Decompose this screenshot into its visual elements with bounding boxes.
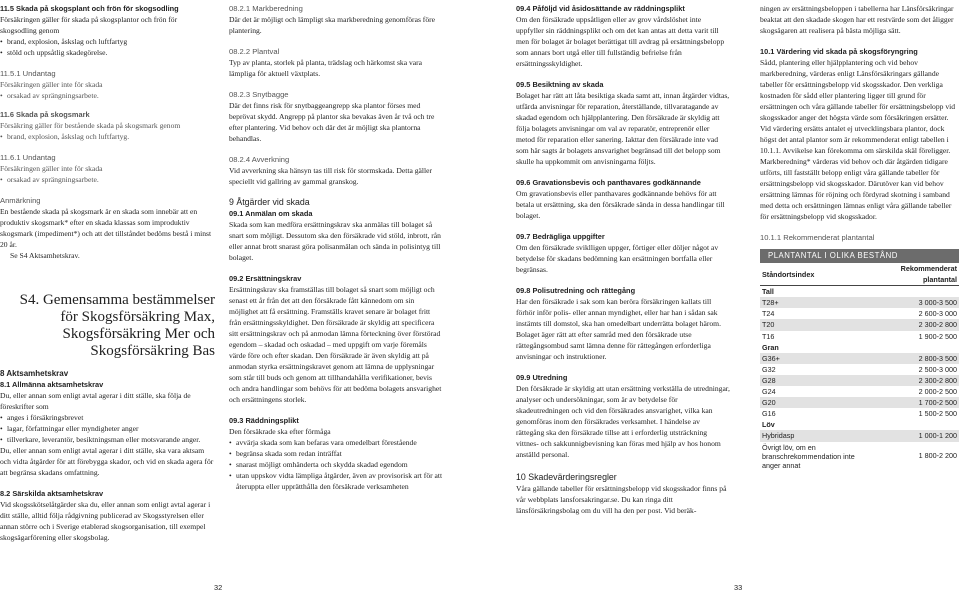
section-8-heading: 8 Aktsamhetskrav [0,369,69,378]
section-9-9-heading: 09.9 Utredning [516,373,568,382]
note-text: En bestående skada på skogsmark är en skada som innebär att en produktiv skogsmark* efter en skada klassas som improduktiv skogsmark (impediment*) och att det tillståndet bedöms bestå i minst 20 år. [0,207,212,249]
middle-column [229,0,443,492]
section-8-2-3-text: Där det finns risk för snytbaggeangrepp ska plantor förses med beprövat skydd. Angrepp på plantor ska bevakas även år två och tre efter plantering. Vid behov och där det är möjligt ska plantorna behandlas. [229,101,435,143]
table-row: Övrigt löv, om en branschrekommendation inte anger annat 1 800-2 200 [762,442,957,470]
section-11-5-text: Försäkringen gäller för skada på skogsplantor och frön för skogsodling genom [0,15,178,35]
list-item: • orsakad av sprängningsarbete. [0,174,215,185]
section-9-3-list [229,437,443,492]
list-item: • begränsa skada som redan inträffat [229,448,443,459]
list-item: • lagar, författningar eller myndigheter anger [0,423,215,434]
section-11-6-1-list [0,174,215,185]
section-9-4-text: Om den försäkrade uppsåtligen eller av grov vårdslöshet inte uppfyller sin räddningsplikt och om det kan antas att detta varit till men för bolaget är bolaget berättigat till avdrag på ersättningsbelopp som annars bort utgå eller till fullständig befrielse från ersättningsskyldighet. [516,15,725,68]
table-row: G20 1 700-2 500 [762,398,957,408]
page-number-left: 32 [214,583,223,592]
section-8-2-heading: 8.2 Särskilda aktsamhetskrav [0,489,104,498]
section-9-6-heading: 09.6 Gravationsbevis och panthavares godkännande [516,178,701,187]
right-column [516,0,730,516]
table-row: G36+ 2 800-3 500 [762,353,957,363]
table-title: PLANTANTAL I OLIKA BESTÅND [760,249,959,263]
table-row: T24 2 600-3 000 [762,309,957,319]
note-label: Anmärkning [0,196,41,205]
section-11-5-heading: 11.5 Skada på skogsplant och frön för skogsodling [0,4,179,13]
list-item: • stöld och uppsåtlig skadegörelse. [0,47,215,58]
section-9-6-text: Om gravationsbevis eller panthavares godkännande behövs för att betala ut ersättning, ska den försäkrade sända in dessa handlingar till bolaget. [516,189,725,220]
section-9-3-text: Den försäkrade ska efter förmåga [229,427,331,436]
section-8-1-list [0,412,215,445]
list-item: • avvärja skada som kan befaras vara omedelbart förestående [229,437,443,448]
section-9-5-text: Bolaget har rätt att låta besiktiga skada samt att, innan åtgärder vidtas, utfärda anvisningar för reparation, återställande, tillvaratagande av skadad egendom och hjälpplantering. Den försäkrade är skyldig att följa bolagets anvisningar om val av reparatör, entreprenör eller metod för reparation eller sanering. Iakttar den försäkrade inte vad som här sagts är bolagets ansvarighet begränsad till det belopp som skulle ha uppkommit om anvisningarna följts. [516,91,730,166]
section-8-2-2-text: Typ av planta, storlek på planta, trädslag och härkomst ska vara lämpliga för aktuell växtplats. [229,58,423,78]
section-10-text: Våra gällande tabeller för ersättningsbelopp vid skogsskador finns på vår webbplats lansforsakringar.se. Du kan ringa ditt länsförsäkringsbolag om du vill ha den per post. Vid beräk- [516,484,727,515]
list-item: • tillverkare, leverantör, besiktningsman eller motsvarande anger. [0,434,215,445]
section-8-2-text: Vid skogsskötselåtgärder ska du, eller annan som enligt avtal agerar i ditt ställe, alltid följa rådgivning publicerad av Skogsstyrelsen eller annan större och i Sverige etablerad skogsorganisation, till exempel skogsägarförening eller skogsbolag. [0,500,211,542]
table-row: T16 1 900-2 500 [762,331,957,341]
section-9-8-heading: 09.8 Polisutredning och rättegång [516,286,636,295]
section-10-1-1-heading: 10.1.1 Rekommenderat plantantal [760,233,875,242]
section-10-heading: 10 Skadevärderingsregler [516,472,617,482]
section-9-3-heading: 09.3 Räddningsplikt [229,416,299,425]
section-11-6-list [0,131,215,142]
list-item: • anges i försäkringsbrevet [0,412,215,423]
section-9-4-heading: 09.4 Påföljd vid åsidosättande av räddningsplikt [516,4,685,13]
section-11-5-1-list [0,90,215,101]
section-11-6-text: Försäkring gäller för bestående skada på skogsmark genom [0,121,181,130]
list-item: • utan uppskov vidta lämpliga åtgärder, även av provisorisk art för att återuppta eller upprätthålla den försäkrade verksamheten [229,470,443,492]
note-reference: Se S4 Aktsamhetskrav. [10,251,80,260]
section-8-2-2-heading: 08.2.2 Plantval [229,47,280,56]
table-row: T20 2 300-2 800 [762,320,957,330]
section-8-2-1-heading: 08.2.1 Markberedning [229,4,303,13]
section-8-1-text-2: Du, eller annan som enligt avtal agerar i ditt ställe, ska vara aktsam och vidta åtgärder för att förebygga skador, och vid en skada agera för att begränsa skadans omfattning. [0,446,214,477]
section-9-1-text: Skada som kan medföra ersättningskrav ska anmälas till bolaget så snart som möjligt. Dessutom ska den försäkrade vid stöld, inbrott, rån eller annat brott snarast göra polisanmälan och sända in polisintyg till bolaget. [229,220,441,262]
table-header-row [760,263,959,286]
section-9-2-text: Ersättningskrav ska framställas till bolaget så snart som möjligt och senast ett år från det att den försäkrade fått kännedom om sin möjlighet att få ersättning. Framställs kravet senare är bolaget fritt från ersättningsskyldighet. Den försäkrade är skyldig att specificera sitt ersättningskrav och på anmodan lämna förteckning över förstörad egendom – skadad och oskadad – med uppgift om varje föremåls värde före och efter skadan. Den försäkrade är även skyldig att på anmodan styrka ersättningskravet genom att lämna de upplysningar som står till buds och genom att tillhandahålla verifikationer, bevis och andra handlingar som behövs för att bedöma bolagets ansvarighet och ersättningens storlek. [229,285,442,404]
list-item: • brand, explosion, åskslag och luftfartyg [0,36,215,47]
section-10-1-heading: 10.1 Värdering vid skada på skogsföryngring [760,47,918,56]
table-row: Löv [762,420,775,430]
s4-title: S4. Gemensamma bestämmelser för Skogsförsäkring Max, Skogsförsäkring Mer och Skogsförsäkring Bas [19,292,215,359]
table-row: G28 2 300-2 800 [762,375,957,385]
page-number-right: 33 [734,583,743,592]
table-row: Tall [762,287,774,297]
section-8-2-4-heading: 08.2.4 Avverkning [229,155,290,164]
section-11-6-heading: 11.6 Skada på skogsmark [0,110,90,119]
section-10-1-text: Sådd, plantering eller hjälpplantering och vid behov markberedning, värderas enligt Länsförsäkringars gällande tabeller för ersättningsbelopp vid skogsskador. Den verkliga kostnaden för sådd eller plantering ligger till grund för ersättningen och våra gällande tabeller för ersättningsbelopp vid skogsskador anger det högsta värde som försäkringen ersätter. Vid värdering ersätts antalet ej utvecklingsbara plantor, dock högst det antal plantor som är rekommenderat enligt tabellen i 10.1.1. Avvikelse kan förekomma om särskilda skäl föreligger. Markberedning* värderas vid behov och där åtgärden tidigare utförts, till fastställt belopp enligt våra gällande tabeller för ersättningsbelopp vid skogsskador. Därutöver kan vid behov ersättning lämnas för röjning och fördyrad skotning i samband med detta och ersättningen lämnas enligt våra gällande tabeller för ersättningsbelopp vid skogsskador. [760,58,956,221]
section-11-5-1-text: Försäkringen gäller inte för skada [0,80,103,89]
section-8-2-1-text: Där det är möjligt och lämpligt ska markberedning genomföras före plantering. [229,15,436,35]
left-column [0,0,215,543]
section-11-6-1-heading: 11.6.1 Undantag [0,153,56,162]
table-header-plant-count: Rekommenderat plantantal [869,263,959,286]
section-9-2-heading: 09.2 Ersättningskrav [229,274,302,283]
section-9-heading: 9 Åtgärder vid skada [229,197,310,207]
plant-count-table [760,249,959,471]
section-8-2-4-text: Vid avverkning ska hänsyn tas till risk för stormskada. Detta gäller speciellt vid gallring av gammal granskog. [229,166,433,186]
section-9-7-heading: 09.7 Bedrägliga uppgifter [516,232,605,241]
table-row: Hybridasp 1 000-1 200 [762,431,957,441]
section-11-5-1-heading: 11.5.1 Undantag [0,69,56,78]
section-9-5-heading: 09.5 Besiktning av skada [516,80,604,89]
list-item: • orsakad av sprängningsarbete. [0,90,215,101]
table-row: Gran [762,342,779,352]
section-9-8-text: Har den försäkrade i sak som kan beröra försäkringen kallats till förhör inför polis- eller annan myndighet, eller har han i sådan sak instämts till domstol, ska han omedelbart underrätta bolaget härom. Bolaget äger rätt att efter samråd med den försäkrade utse rättegångsombud samt lämna denne för rättegången erforderliga anvisningar och instruktioner. [516,297,721,361]
section-8-1-heading: 8.1 Allmänna aktsamhetskrav [0,380,104,389]
section-11-6-1-text: Försäkringen gäller inte för skada [0,164,103,173]
list-item: • brand, explosion, åskslag och luftfartyg. [0,131,215,142]
section-11-5-list [0,36,215,58]
table-row: T28+ 3 000-3 500 [762,298,957,308]
table-row: G24 2 000-2 500 [762,387,957,397]
section-8-1-text: Du, eller annan som enligt avtal agerar i ditt ställe, ska följa de föreskrifter som [0,391,191,411]
section-9-1-heading: 09.1 Anmälan om skada [229,209,313,218]
section-8-2-3-heading: 08.2.3 Snytbagge [229,90,289,99]
far-right-column [760,0,959,471]
list-item: • snarast möjligt omhänderta och skydda skadad egendom [229,459,443,470]
table-row: G32 2 500-3 000 [762,364,957,374]
section-9-7-text: Om den försäkrade sviklligen uppger, förtiger eller döljer något av betydelse för skadans bedömning kan ersättningen bortfalla eller begränsas. [516,243,719,274]
table-row: G16 1 500-2 500 [762,409,957,419]
section-10-continued-text: ningen av ersättningsbeloppen i tabellerna har Länsförsäkringar beaktat att den skadade skogen har ett restvärde som det åligger skogsägaren att realisera på bästa möjliga sätt. [760,4,954,35]
section-9-9-text: Den försäkrade är skyldig att utan ersättning verkställa de utredningar, analyser och undersökningar, som är av betydelse för skadeutredningen och vid den försäkrades ansvarighet, vilka kan genomföras inom den försäkrades verksamhet. I händelse av rättegång ska den försäkrade tillse att i erforderlig utsträckning vittnes- och sakkunnigbevisning kan föras med hjälp av hos honom anställd personal. [516,384,730,459]
table-header-site-index: Ståndortsindex [760,263,869,286]
